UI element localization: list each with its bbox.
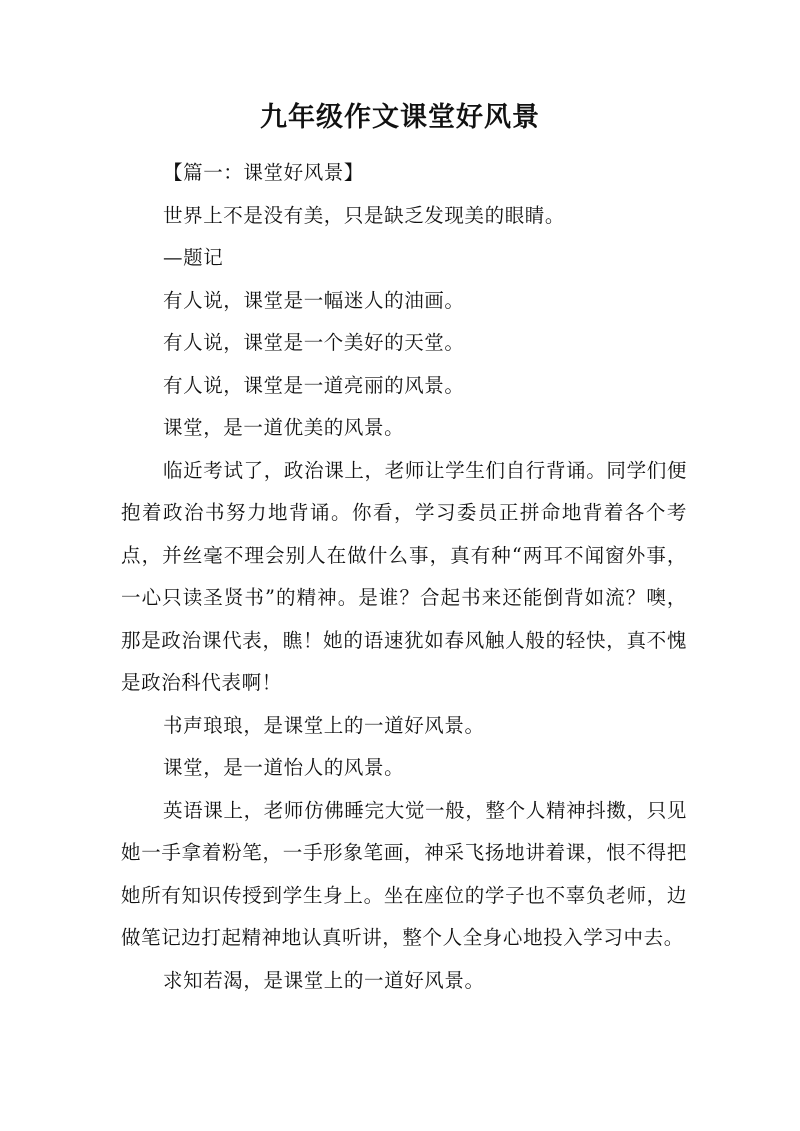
paragraph: 有人说，课堂是一个美好的天堂。 bbox=[163, 331, 465, 354]
document-body bbox=[121, 152, 687, 1002]
paragraph-section-heading: 【篇一：课堂好风景】 bbox=[163, 161, 365, 184]
document-title: 九年级作文课堂好风景 bbox=[260, 102, 540, 133]
paragraph: 有人说，课堂是一道亮丽的风景。 bbox=[163, 373, 465, 397]
paragraph: 求知若渴，是课堂上的一道好风景。 bbox=[163, 968, 485, 992]
paragraph: 书声琅琅，是课堂上的一道好风景。 bbox=[163, 713, 485, 737]
paragraph: 临近考试了，政治课上，老师让学生们自行背诵。同学们便抱着政治书努力地背诵。你看，学习委员正拼命地背着各个考点，并丝毫不理会别人在做什么事，真有种“两耳不闻窗外事，一心只读圣贤书”的精神。是谁？合起书来还能倒背如流？噢，那是政治课代表，瞧！她的语速犹如春风触人般的轻快，真不愧是政治科代表啊！ bbox=[121, 458, 687, 694]
paragraph-epigraph: 世界上不是没有美，只是缺乏发现美的眼睛。 bbox=[163, 203, 566, 227]
paragraph: 课堂，是一道优美的风景。 bbox=[163, 416, 405, 439]
paragraph: 课堂，是一道怡人的风景。 bbox=[163, 756, 405, 779]
paragraph: 有人说，课堂是一幅迷人的油画。 bbox=[163, 288, 465, 312]
paragraph: 英语课上，老师仿佛睡完大觉一般，整个人精神抖擞，只见她一手拿着粉笔，一手形象笔画，神采飞扬地讲着课，恨不得把她所有知识传授到学生身上。坐在座位的学子也不辜负老师，边做笔记边打起精神地认真听讲，整个人全身心地投入学习中去。 bbox=[121, 798, 687, 949]
paragraph-epigraph-attribution: —题记 bbox=[163, 246, 224, 269]
